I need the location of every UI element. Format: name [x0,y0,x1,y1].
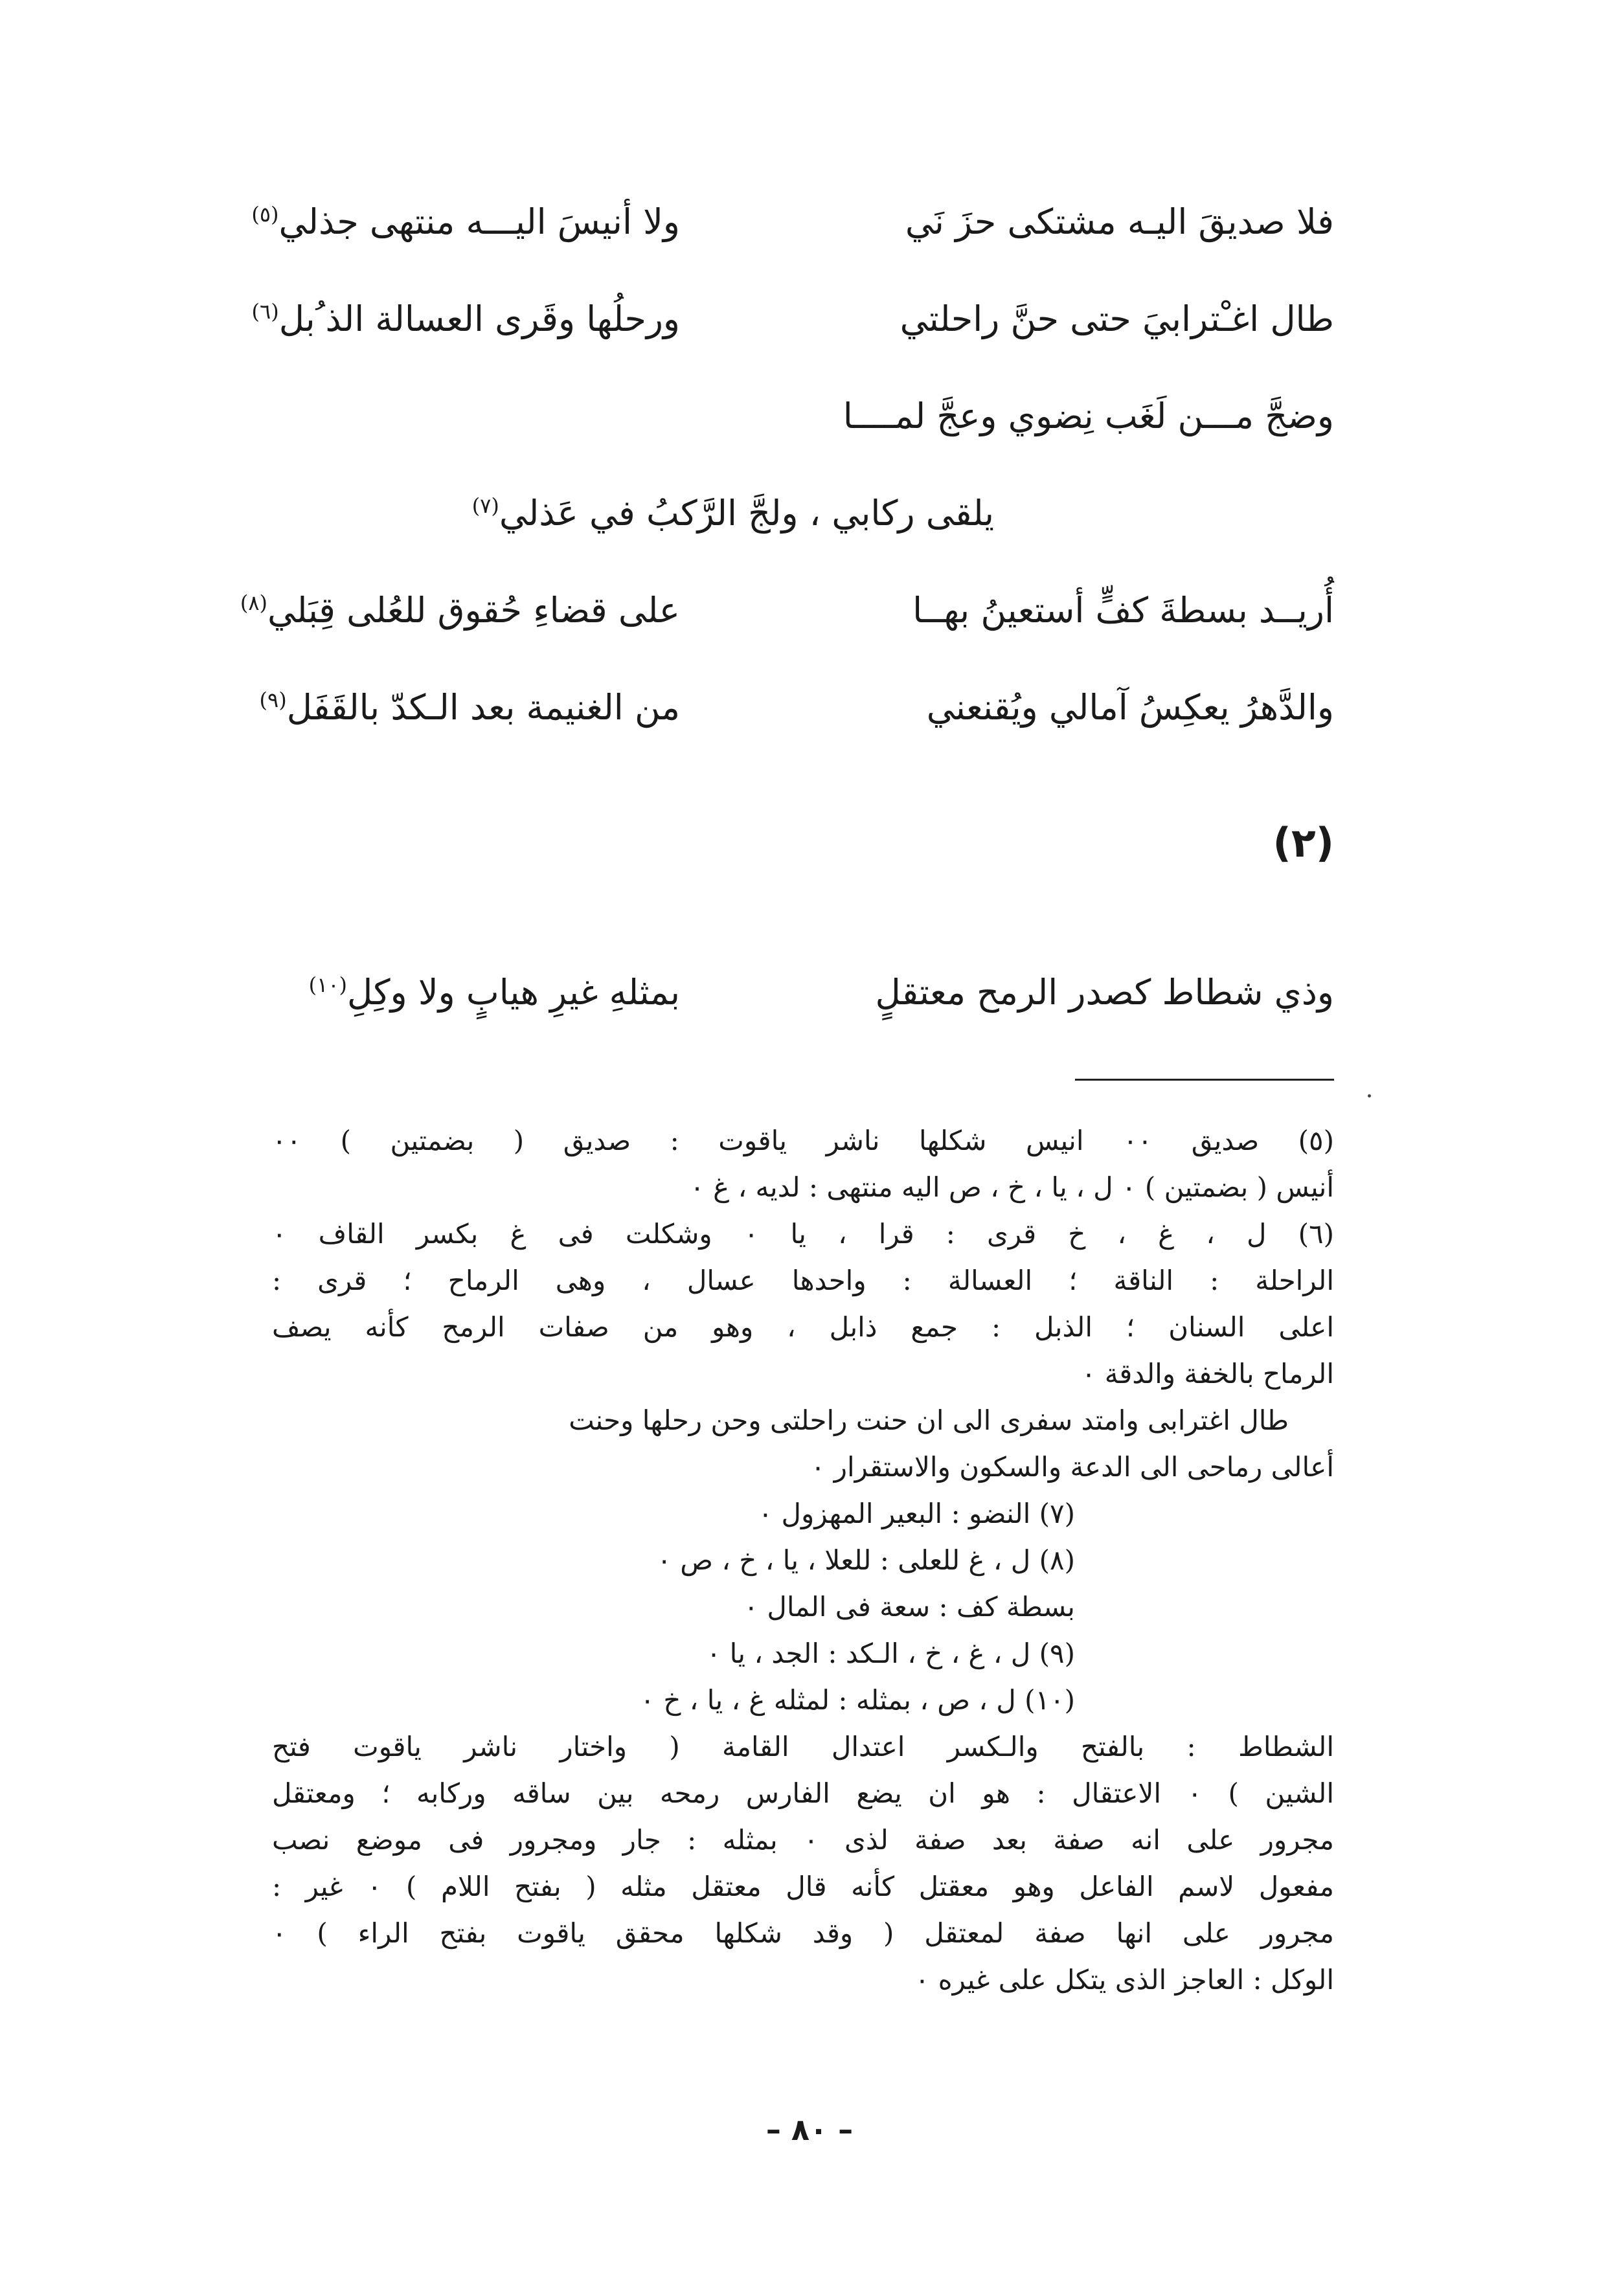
verse-second-hemistich [240,575,680,646]
verse-second-hemistich-text: ورحلُها وقَرى العسالة الذ ُبل [278,298,680,339]
footnote-line: (٦) ل ، غ ، خ قرى : قرا ، يا ٠ وشكلت فى غ بكسر القاف ٠ [272,1218,1335,1250]
footnote-line: (٧) النضو : البعير المهزول ٠ [758,1498,1075,1529]
footnote-line: مجرور على انه صفة بعد صفة لذى ٠ بمثله : جار ومجرور فى موضع نصب [272,1824,1334,1856]
verse-second-hemistich-text: على قضاءِ حُقوق للعُلى قِبَلي [267,590,680,631]
section-heading: (٢) [1273,819,1334,866]
verse-second-hemistich [309,957,680,1028]
footnote-line: (١٠) ل ، ص ، بمثله : لمثله غ ، يا ، خ ٠ [640,1684,1075,1716]
footnote-marker: (٧) [471,493,499,518]
footnote-line: (٨) ل ، غ للعلى : للعلا ، يا ، خ ، ص ٠ [657,1544,1075,1576]
footnote-line: بسطة كف : سعة فى المال ٠ [743,1591,1075,1623]
page-number: – ٨٠ – [765,2112,854,2147]
footnote-separator [1075,1079,1334,1081]
footnote-line: الشين ) ٠ الاعتقال : هو ان يضع الفارس رمحه بين ساقه وركابه ؛ ومعتقل [272,1777,1334,1809]
verse-second-hemistich-text: بمثلهِ غيرِ هيابٍ ولا وكِلِ [347,972,680,1013]
verse-second-hemistich-text: يلقى ركابي ، ولجَّ الرَّكبُ في عَذلي [499,493,994,534]
verse-line [272,957,1334,1028]
verse-first-hemistich: وضجَّ مـــن لَغَب نِضوي وعجَّ لمــــا [843,396,1334,436]
footnotes-block [272,1118,1334,2003]
footnote-marker: (٥) [251,202,279,227]
verse-line [251,284,1334,355]
footnote-marker: (١٠) [308,973,348,997]
verse-line [272,381,1334,452]
verse-second-hemistich-text: ولا أنيسَ اليـــه منتهى جذلي [278,201,680,242]
verse-second-hemistich [472,478,994,549]
verse-line [251,186,1334,258]
verse-second-hemistich [252,284,680,355]
verse-second-hemistich [251,186,680,258]
verse-line [259,672,1334,743]
verse-second-hemistich [260,672,680,743]
footnote-line: (٩) ل ، غ ، خ ، الـكد : الجد ، يا ٠ [706,1638,1075,1669]
footnote-line: طال اغترابى وامتد سفرى الى ان حنت راحلتى وحن رحلها وحنت [569,1404,1289,1436]
footnote-line: الرماح بالخفة والدقة ٠ [1081,1358,1334,1390]
footnote-line: أنيس ( بضمتين ) ٠ ل ، يا ، خ ، ص اليه منتهى : لديه ، غ ٠ [690,1171,1334,1203]
verse-line [240,575,1334,646]
stray-mark [1368,1094,1371,1097]
verse-first-hemistich: وذي شطاط كصدر الرمح معتقلٍ [875,972,1334,1013]
verse-second-hemistich-text: من الغنيمة بعد الـكدّ بالقَفَل [286,687,680,728]
verse-first-hemistich: طال اغـْترابيَ حتى حنَّ راحلتي [900,298,1334,339]
footnote-marker: (٦) [251,299,279,324]
footnote-line: اعلى السنان ؛ الذبل : جمع ذابل ، وهو من صفات الرمح كأنه يصف [272,1311,1334,1343]
footnote-line: مجرور على انها صفة لمعتقل ( وقد شكلها محقق ياقوت بفتح الراء ) ٠ [272,1917,1334,1949]
footnote-line: الراحلة : الناقة ؛ العسالة : واحدها عسال ، وهى الرماح ؛ قرى : [272,1265,1334,1296]
footnote-marker: (٨) [240,591,267,615]
footnote-marker: (٩) [259,688,287,712]
footnote-line: الوكل : العاجز الذى يتكل على غيره ٠ [914,1964,1334,1996]
verse-first-hemistich: أُريــد بسطةَ كفٍّ أستعينُ بهــا [912,590,1334,631]
verse-line [272,478,1334,549]
verse-first-hemistich: فلا صديقَ اليـه مشتكى حزَ نَي [905,201,1334,242]
footnote-line: الشطاط : بالفتح والـكسر اعتدال القامة ( واختار ناشر ياقوت فتح [272,1731,1334,1762]
verse-first-hemistich: والدَّهرُ يعكِسُ آمالي ويُقنعني [926,687,1334,728]
footnote-line: (٥) صديق ٠٠ انيس شكلها ناشر ياقوت : صديق ( بضمتين ) ٠٠ [272,1125,1334,1156]
footnote-line: مفعول لاسم الفاعل وهو معقتل كأنه قال معتقل مثله ( بفتح اللام ) ٠ غير : [272,1871,1334,1902]
footnote-line: أعالى رماحى الى الدعة والسكون والاستقرار ٠ [810,1451,1334,1483]
